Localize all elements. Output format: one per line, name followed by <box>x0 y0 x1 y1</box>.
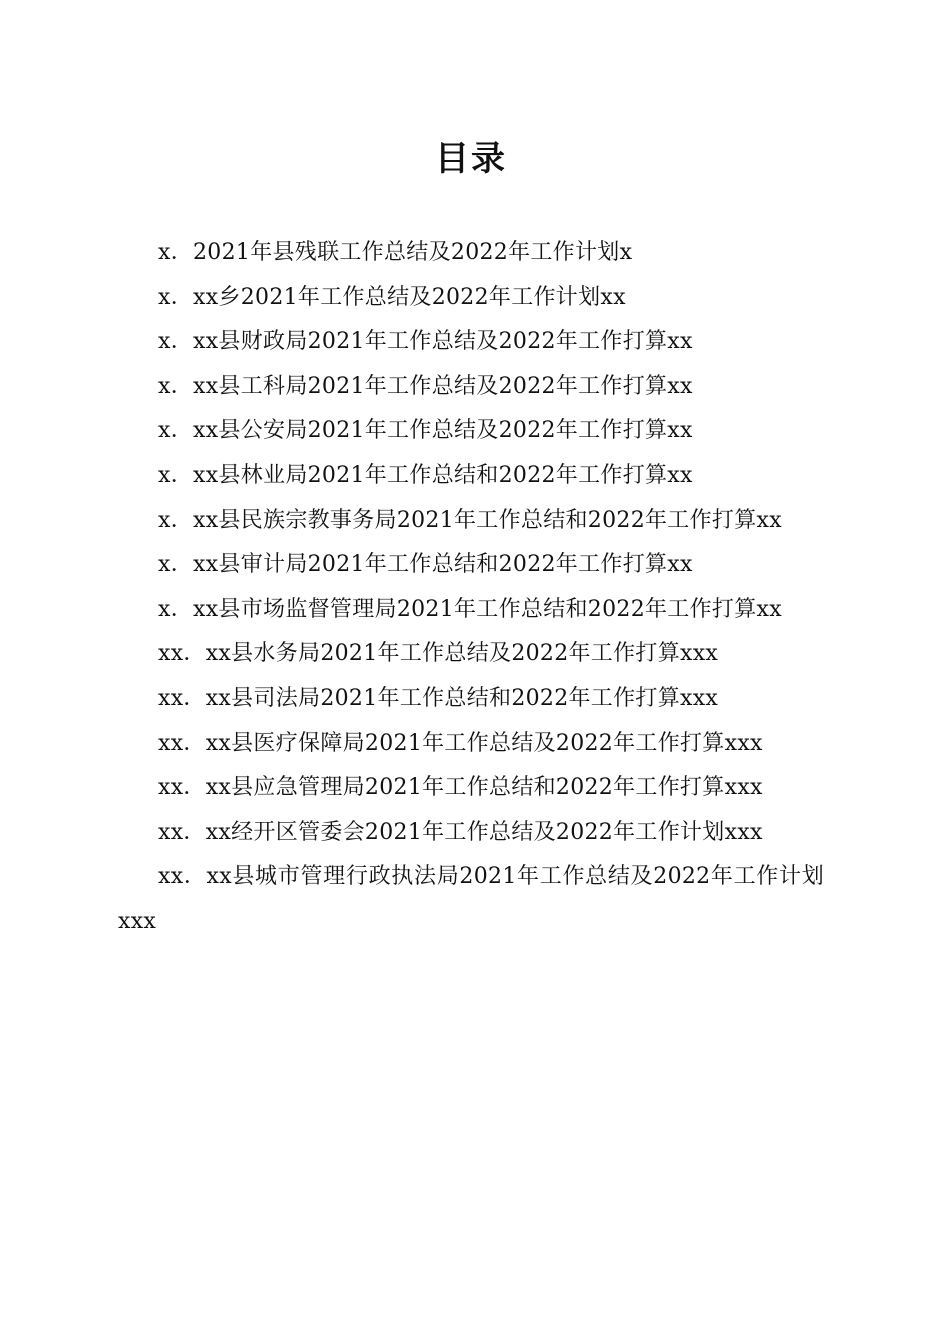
toc-entry: xx．xx县水务局2021年工作总结及2022年工作打算xxx <box>158 641 719 667</box>
toc-entry: xx．xx县医疗保障局2021年工作总结及2022年工作打算xxx <box>158 730 763 756</box>
toc-entry: xx．xx县应急管理局2021年工作总结和2022年工作打算xxx <box>158 775 763 801</box>
toc-entry: x．2021年县残联工作总结及2022年工作计划x <box>158 240 633 265</box>
toc-entry: x．xx县市场监督管理局2021年工作总结和2022年工作打算xx <box>158 596 782 622</box>
toc-entry: x．xx县工科局2021年工作总结及2022年工作打算xx <box>158 373 693 399</box>
toc-entry: xx．xx经开区管委会2021年工作总结及2022年工作计划xxx <box>158 819 763 845</box>
toc-entry: x．xx县财政局2021年工作总结及2022年工作打算xx <box>158 329 693 355</box>
toc-entry: xx．xx县司法局2021年工作总结和2022年工作打算xxx <box>158 685 719 711</box>
toc-list <box>118 231 824 945</box>
toc-entry: x．xx县民族宗教事务局2021年工作总结和2022年工作打算xx <box>158 507 782 533</box>
toc-entry: xx．xx县城市管理行政执法局2021年工作总结及2022年工作计划xxx <box>118 864 824 934</box>
toc-entry: x．xx县林业局2021年工作总结和2022年工作打算xx <box>158 462 693 488</box>
toc-entry: x．xx乡2021年工作总结及2022年工作计划xx <box>158 284 626 310</box>
toc-entry: x．xx县审计局2021年工作总结和2022年工作打算xx <box>158 552 693 578</box>
toc-entry: x．xx县公安局2021年工作总结及2022年工作打算xx <box>158 418 693 444</box>
page-title: 目录 <box>435 139 507 179</box>
